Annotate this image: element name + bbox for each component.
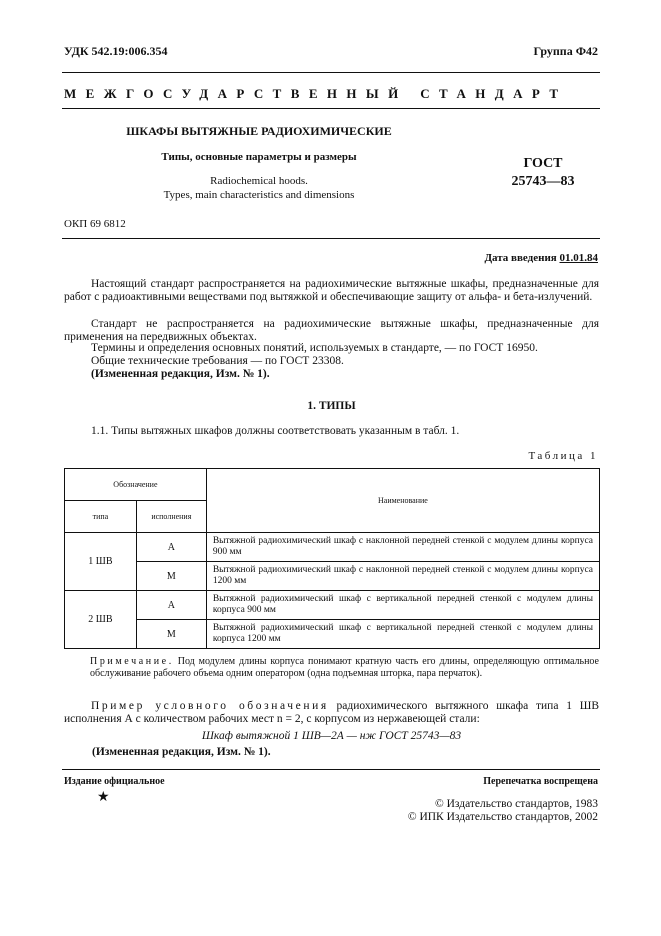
example-text: радиохимического вытяжного шкафа типа 1 ШВ исполнения А с количеством рабочих мест n = 2, с корпусом из нержавеющей стали:: [64, 700, 599, 725]
table-1: [64, 468, 600, 649]
effective-date: [484, 252, 598, 264]
top-rule: [62, 72, 600, 73]
type-cell: 2 ШВ: [65, 591, 137, 649]
table-row: [65, 620, 600, 649]
effective-date-label: Дата введения: [484, 252, 557, 264]
okp-code: ОКП 69 6812: [64, 218, 126, 230]
example-change-note: (Измененная редакция, Изм. № 1).: [92, 746, 271, 758]
version-cell: М: [136, 562, 206, 591]
example-label: Пример условного обозначения: [91, 700, 329, 712]
english-title-line-1: Radiochemical hoods.: [210, 175, 308, 187]
official-edition: Издание официальное: [64, 776, 165, 787]
header-version: исполнения: [136, 501, 206, 533]
table-header-row: [65, 469, 600, 501]
example-formula: Шкаф вытяжной 1 ШВ—2А — нж ГОСТ 25743—83: [201, 730, 462, 742]
standard-subtitle: Типы, основные параметры и размеры: [161, 151, 357, 163]
version-cell: М: [136, 620, 206, 649]
reprint-prohibited: Перепечатка воспрещена: [483, 776, 598, 787]
footer-rule: [62, 769, 600, 770]
banner-rule: [62, 108, 600, 109]
okp-rule: [62, 238, 600, 239]
intro-paragraph-3: Термины и определения основных понятий, используемых в стандарте, — по ГОСТ 16950.: [91, 342, 538, 354]
intro-paragraph-4: Общие технические требования — по ГОСТ 23308.: [91, 355, 344, 367]
header-type: типа: [65, 501, 137, 533]
version-cell: А: [136, 533, 206, 562]
table-note: [90, 656, 599, 680]
effective-date-value: 01.01.84: [559, 252, 598, 264]
note-text: Под модулем длины корпуса понимают кратную часть его длины, определяющую оптимальное обслуживание рабочего объема одним оператором (одна подъемная шторка, пара перчаток).: [90, 656, 599, 679]
english-title-line-2: Types, main characteristics and dimensions: [163, 189, 355, 201]
name-cell: Вытяжной радиохимический шкаф с наклонной передней стенкой с модулем длины корпуса 1200 мм: [206, 562, 599, 591]
section-1-heading: 1. ТИПЫ: [307, 400, 356, 412]
standard-title: ШКАФЫ ВЫТЯЖНЫЕ РАДИОХИМИЧЕСКИЕ: [126, 124, 392, 138]
gost-designation: [498, 155, 588, 191]
designation-example: [64, 700, 599, 726]
table-1-caption: Таблица 1: [528, 450, 598, 462]
name-cell: Вытяжной радиохимический шкаф с наклонной передней стенкой с модулем длины корпуса 900 мм: [206, 533, 599, 562]
interstate-standard-banner: МЕЖГОСУДАРСТВЕННЫЙ СТАНДАРТ: [64, 86, 568, 101]
table-row: [65, 591, 600, 620]
intro-paragraph-1: Настоящий стандарт распространяется на радиохимические вытяжные шкафы, предназначенные для работ с радиоактивными веществами под вытяжкой и обеспечивающие защиту от альфа- и бета-излучений.: [64, 278, 599, 303]
star-icon: ★: [97, 790, 110, 805]
intro-change-note: (Измененная редакция, Изм. № 1).: [91, 368, 270, 380]
section-1-paragraph-1: 1.1. Типы вытяжных шкафов должны соответствовать указанным в табл. 1.: [91, 425, 460, 437]
note-label: Примечание.: [90, 656, 174, 667]
gost-label: ГОСТ: [523, 156, 563, 171]
table-row: [65, 562, 600, 591]
version-cell: А: [136, 591, 206, 620]
english-title: [64, 174, 454, 202]
name-cell: Вытяжной радиохимический шкаф с вертикальной передней стенкой с модулем длины корпуса 900 мм: [206, 591, 599, 620]
udk-code: УДК 542.19:006.354: [64, 44, 168, 58]
table-row: [65, 533, 600, 562]
gost-number: 25743—83: [511, 174, 575, 189]
copyright-2002: © ИПК Издательство стандартов, 2002: [407, 811, 598, 823]
group-code: Группа Ф42: [533, 44, 598, 58]
type-cell: 1 ШВ: [65, 533, 137, 591]
header-name: Наименование: [206, 469, 599, 533]
intro-paragraph-2: Стандарт не распространяется на радиохимические вытяжные шкафы, предназначенные для применения на передвижных объектах.: [64, 318, 599, 343]
copyright-1983: © Издательство стандартов, 1983: [434, 798, 598, 810]
header-designation: Обозначение: [65, 469, 207, 501]
name-cell: Вытяжной радиохимический шкаф с вертикальной передней стенкой с модулем длины корпуса 1200 мм: [206, 620, 599, 649]
